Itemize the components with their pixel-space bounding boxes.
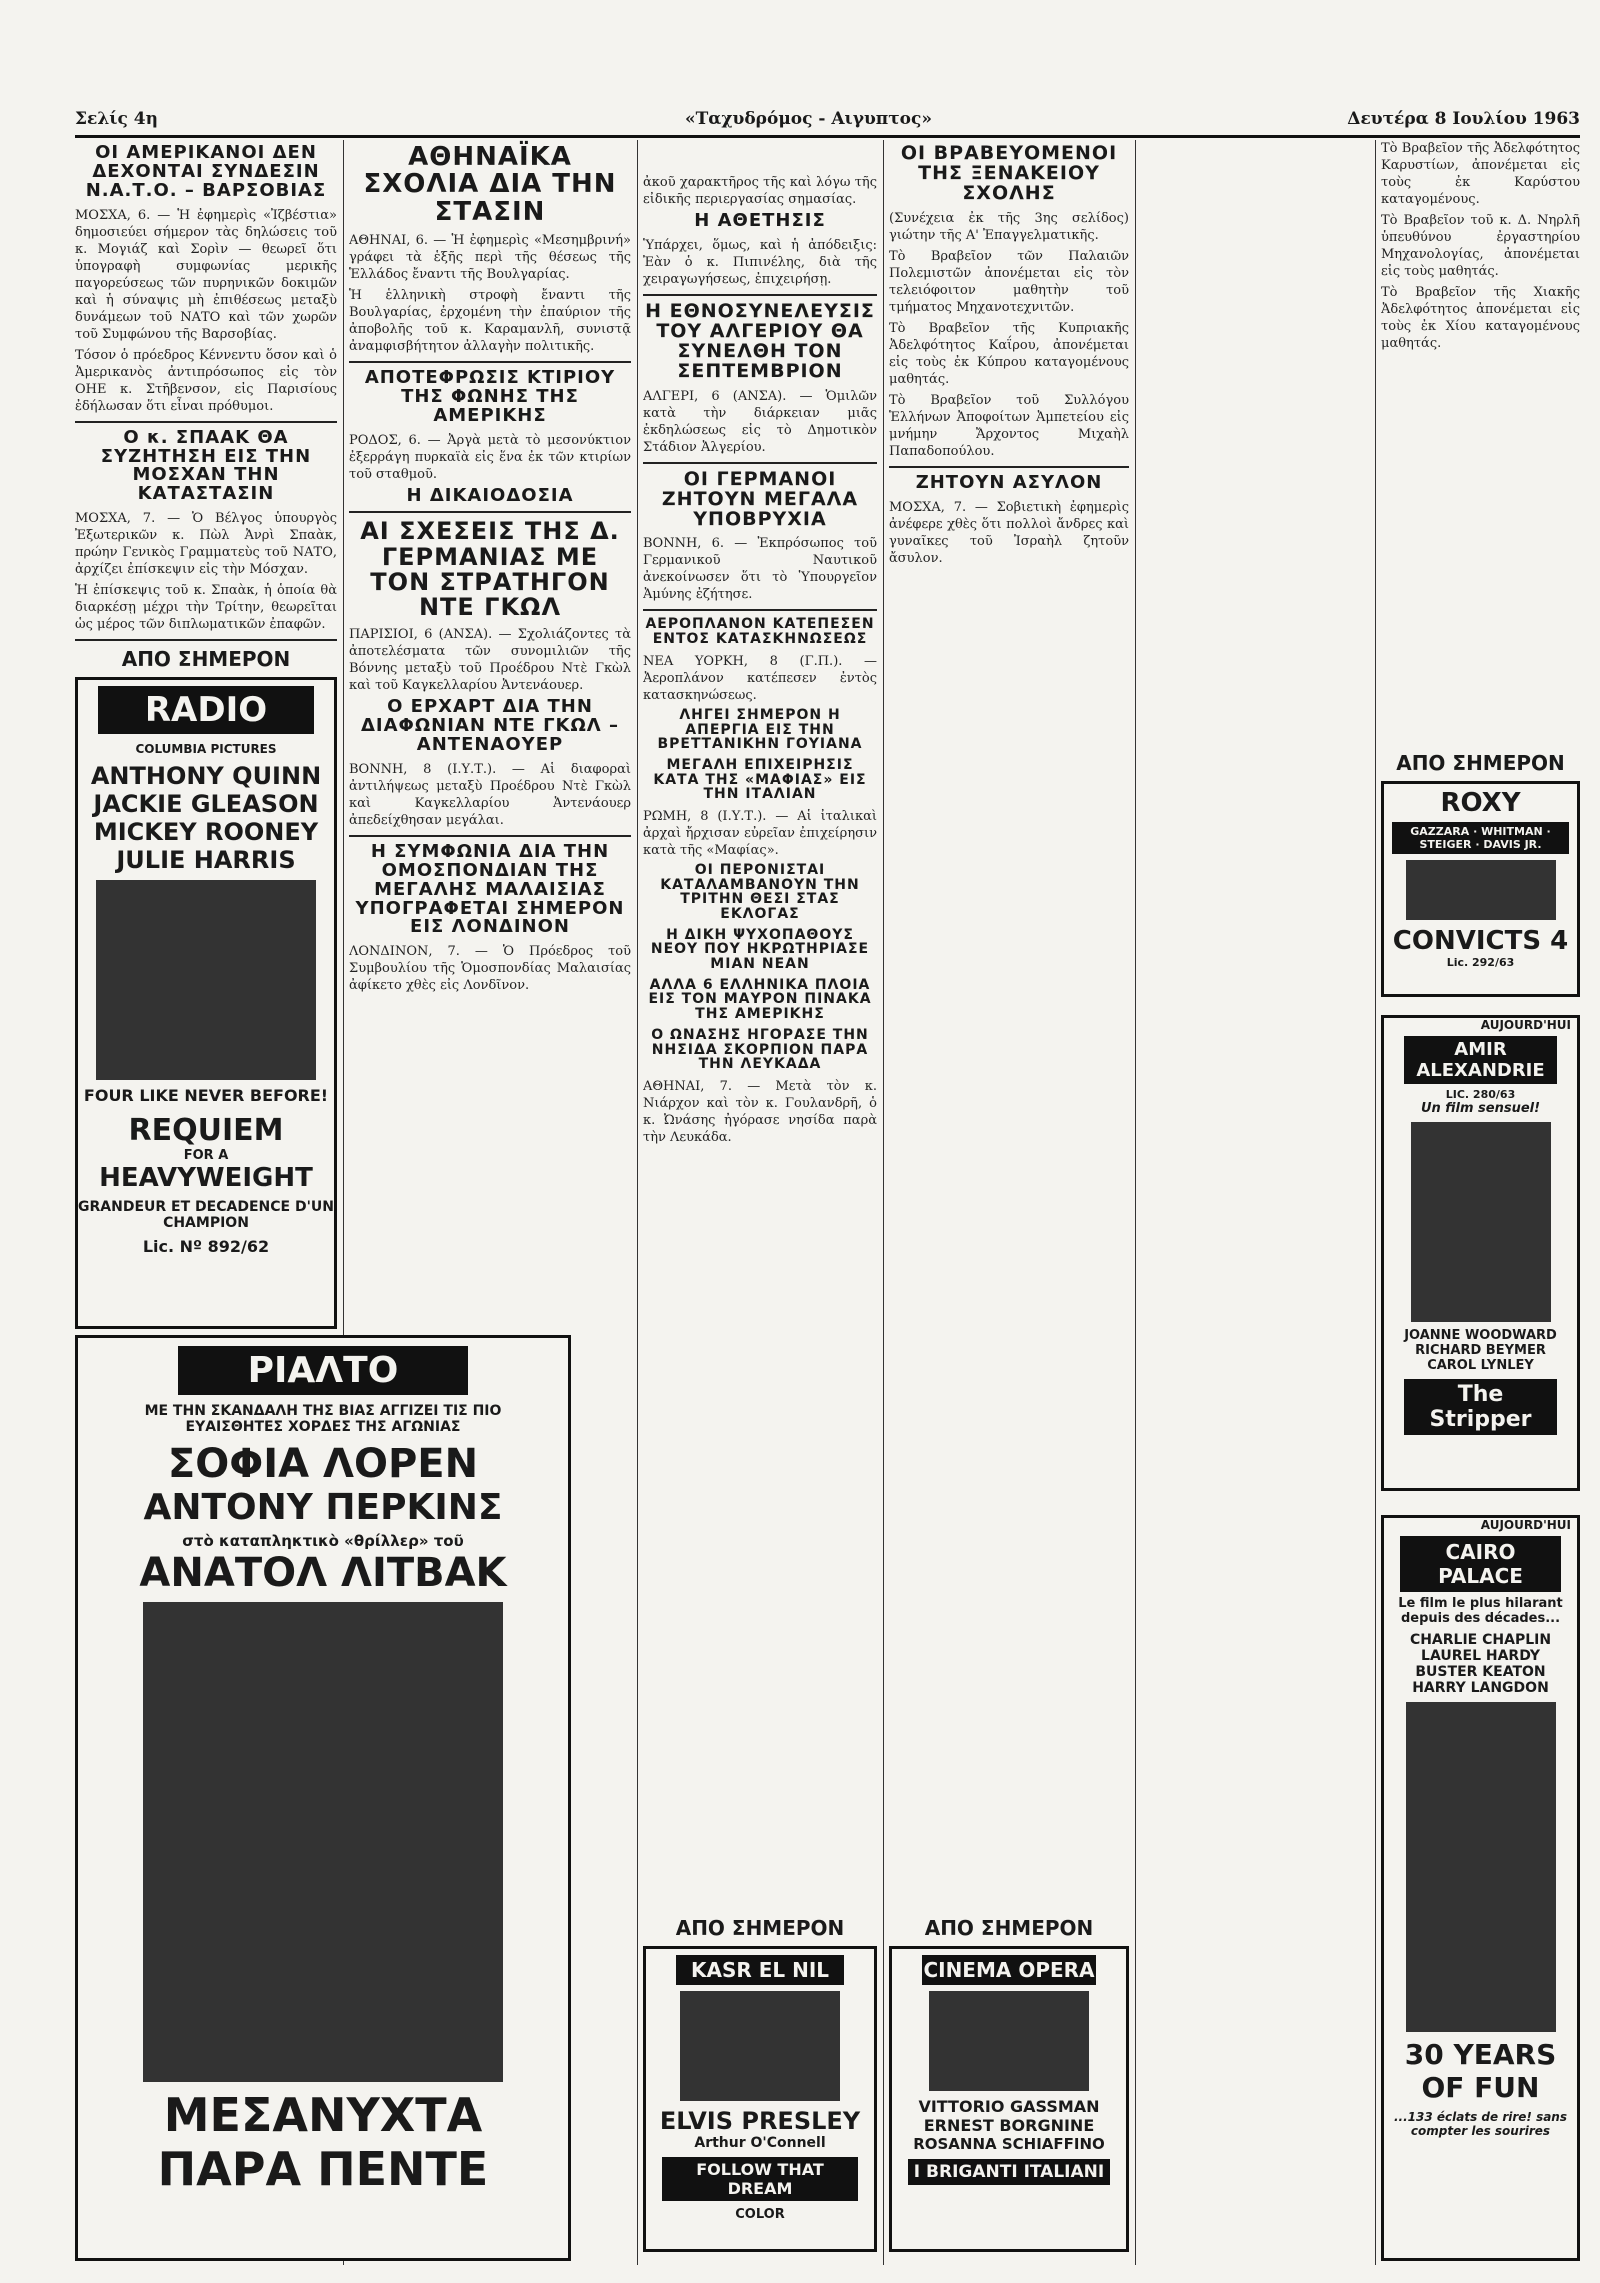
actor-name: MICKEY ROONEY bbox=[93, 818, 319, 847]
article-text: Τόσον ὁ πρόεδρος Κέννεντυ ὅσον καὶ ὁ Ἀμερικανὸς ἀντιπρόσωπος εἰς τὸν ΟΗΕ κ. Στῆβενσον, εἰς Παρισίους ἐδήλωσαν ὅτι εἶναι πρόθυμοι. bbox=[75, 347, 337, 414]
subheadline: Η ΔΙΚΑΙΟΔΟΣΙΑ bbox=[406, 484, 574, 506]
ad-radio-cinema bbox=[75, 677, 337, 1329]
issue-date: Δευτέρα 8 Ιουλίου 1963 bbox=[1347, 109, 1580, 129]
subheadline: Ο ΕΡΧΑΡΤ ΔΙΑ ΤΗΝ ΔΙΑΦΩΝΙΑΝ ΝΤΕ ΓΚΩΛ – ΑΝΤΕΝΑΟΥΕΡ bbox=[360, 696, 619, 755]
article-text: ἀκοῦ χαρακτῆρος τῆς καὶ λόγω τῆς εἰδικῆς περιεργασίας σημασίας. bbox=[643, 175, 877, 207]
star-name: JOANNE WOODWARD bbox=[1404, 1328, 1557, 1343]
star-name: ΣΟΦΙΑ ΛΟΡΕΝ bbox=[167, 1441, 479, 1487]
divider bbox=[889, 466, 1129, 468]
page-number: Σελίς 4η bbox=[75, 109, 158, 129]
column-rule bbox=[883, 140, 884, 2265]
article-text: Τὸ Βραβεῖον τῆς Κυπριακῆς Ἀδελφότητος Καΐρου, ἀπονέμεται εἰς τοὺς ἐκ Κύπρου καταγομένους μαθητάς. bbox=[889, 320, 1129, 387]
article-text: Ὑπάρχει, ὅμως, καὶ ἡ ἀπόδειξις: Ἐὰν ὁ κ. Πιπινέλης, διὰ τῆς χειραγωγήσεως, ἐπιχειρήσῃ. bbox=[643, 237, 877, 287]
ad-photo bbox=[143, 1602, 503, 2082]
divider bbox=[349, 511, 631, 513]
ad-badge: AUJOURD'HUI bbox=[1480, 1518, 1571, 1532]
ad-photo bbox=[1411, 1122, 1551, 1322]
article-text: ΑΘΗΝΑΙ, 6. — Ἡ ἐφημερὶς «Μεσημβρινή» γράφει τὰ ἑξῆς περὶ τῆς θέσεως τῆς Ἑλλάδος ἔναντι τῆς Βουλγαρίας. bbox=[349, 232, 631, 282]
film-title: I BRIGANTI ITALIANI bbox=[908, 2159, 1110, 2185]
star-name: CHARLIE CHAPLIN bbox=[1409, 1632, 1552, 1648]
film-title: REQUIEM bbox=[128, 1113, 284, 1149]
subheadline: Η ΣΥΜΦΩΝΙΑ ΔΙΑ ΤΗΝ ΟΜΟΣΠΟΝΔΙΑΝ ΤΗΣ ΜΕΓΑΛΗΣ ΜΑΛΑΙΣΙΑΣ ΥΠΟΓΡΑΦΕΤΑΙ ΣΗΜΕΡΟΝ ΕΙΣ ΛΟΝΔΙΝΟΝ bbox=[355, 840, 625, 938]
ad-block-opera bbox=[889, 1910, 1129, 2252]
star-name: RICHARD BEYMER bbox=[1415, 1343, 1546, 1358]
article-text: ΛΟΝΔΙΝΟΝ, 7. — Ὁ Πρόεδρος τοῦ Συμβουλίου τῆς Ὁμοσπονδίας Μαλαισίας ἀφίκετο χθὲς εἰς Λονδῖνον. bbox=[349, 944, 631, 994]
divider bbox=[643, 462, 877, 464]
ad-label: ΑΠΟ ΣΗΜΕΡΟΝ bbox=[924, 1916, 1094, 1940]
page-header bbox=[75, 105, 1580, 138]
film-title: FOLLOW THAT DREAM bbox=[662, 2157, 858, 2201]
ad-rialto-cinema bbox=[75, 1335, 571, 2261]
star-name: LAUREL HARDY bbox=[1421, 1648, 1540, 1664]
subheadline: ΛΗΓΕΙ ΣΗΜΕΡΟΝ Η ΑΠΕΡΓΙΑ ΕΙΣ ΤΗΝ ΒΡΕΤΤΑΝΙΚΗΝ ΓΟΥΙΑΝΑ bbox=[657, 706, 863, 753]
divider bbox=[643, 294, 877, 296]
ad-photo bbox=[1406, 860, 1556, 920]
cinema-name: ΡΙΑΛΤΟ bbox=[178, 1346, 468, 1395]
ad-badge: AUJOURD'HUI bbox=[1480, 1018, 1571, 1032]
ad-label: ΑΠΟ ΣΗΜΕΡΟΝ bbox=[1396, 751, 1565, 775]
divider bbox=[349, 361, 631, 363]
article-text: ΑΘΗΝΑΙ, 7. — Μετὰ τὸν κ. Νιάρχον καὶ τὸν κ. Γουλανδρῆ, ὁ κ. Ὠνάσης ἠγόρασε νησίδα παρὰ τὴν Λευκάδα. bbox=[643, 1078, 877, 1145]
article-text: ΒΟΝΝΗ, 6. — Ἐκπρόσωπος τοῦ Γερμανικοῦ Ναυτικοῦ ἀνεκοίνωσεν ὅτι τὸ Ὑπουργεῖον Ἀμύνης ἐζήτησε. bbox=[643, 536, 877, 603]
ad-tagline: Un film sensuel! bbox=[1420, 1101, 1541, 1116]
film-title: FOR A bbox=[183, 1148, 229, 1164]
divider bbox=[643, 609, 877, 611]
cinema-name: RADIO bbox=[98, 686, 314, 734]
ad-label: ΑΠΟ ΣΗΜΕΡΟΝ bbox=[675, 1916, 845, 1940]
actor-name: ANTHONY QUINN bbox=[90, 762, 322, 791]
ad-cinema-opera bbox=[889, 1946, 1129, 2252]
headline-germany: ΑΙ ΣΧΕΣΕΙΣ ΤΗΣ Δ. ΓΕΡΜΑΝΙΑΣ ΜΕ ΤΟΝ ΣΤΡΑΤΗΓΟΝ ΝΤΕ ΓΚΩΛ bbox=[360, 517, 620, 622]
cinema-name: KASR EL NIL bbox=[676, 1955, 844, 1985]
article-text: ΒΟΝΝΗ, 8 (Ι.Υ.Τ.). — Αἱ διαφοραὶ ἀντιλήψεως μεταξὺ Προέδρου Ντὲ Γκὼλ καὶ Καγκελλαρίου Ἀντενάουερ ἀπεδείχθησαν μεγάλαι. bbox=[349, 761, 631, 828]
ad-label: ΑΠΟ ΣΗΜΕΡΟΝ bbox=[121, 647, 291, 672]
article-text: ΑΛΓΕΡΙ, 6 (ΑΝΣΑ). — Ὁμιλῶν κατὰ τὴν διάρκειαν μιᾶς ἐκδηλώσεως εἰς τὸ Δημοτικὸν Στάδιον Ἀλγερίου. bbox=[643, 388, 877, 455]
ad-cairo-palace bbox=[1381, 1515, 1580, 2261]
article-text: Τὸ Βραβεῖον τῶν Παλαιῶν Πολεμιστῶν ἀπονέμεται εἰς τὸν τελειόφοιτον μαθητὴν τοῦ τμήματος Μηχανοτεχνιτῶν. bbox=[889, 248, 1129, 315]
article-text: ΜΟΣΧΑ, 7. — Σοβιετικὴ ἐφημερὶς ἀνέφερε χθὲς ὅτι πολλοὶ ἄνδρες καὶ γυναῖκες τοῦ Ἰσραὴλ ζητοῦν ἄσυλον. bbox=[889, 499, 1129, 566]
film-subtitle: GRANDEUR ET DECADENCE D'UN CHAMPION bbox=[78, 1199, 334, 1232]
headline-submarines: ΟΙ ΓΕΡΜΑΝΟΙ ΖΗΤΟΥΝ ΜΕΓΑΛΑ ΥΠΟΒΡΥΧΙΑ bbox=[661, 467, 859, 530]
subheadline: ΜΕΓΑΛΗ ΕΠΙΧΕΙΡΗΣΙΣ ΚΑΤΑ ΤΗΣ «ΜΑΦΙΑΣ» ΕΙΣ ΤΗΝ ΙΤΑΛΙΑΝ bbox=[653, 756, 867, 803]
article-text: ΡΟΔΟΣ, 6. — Ἀργὰ μετὰ τὸ μεσονύκτιον ἐξερράγη πυρκαϊὰ εἰς ἕνα ἐκ τῶν κτιρίων τοῦ σταθμοῦ. bbox=[349, 432, 631, 482]
star-name: ANTONY ΠΕΡΚΙΝΣ bbox=[143, 1487, 503, 1528]
subheadline: ΑΛΛΑ 6 ΕΛΛΗΝΙΚΑ ΠΛΟΙΑ ΕΙΣ ΤΟΝ ΜΑΥΡΟΝ ΠΙΝΑΚΑ ΤΗΣ ΑΜΕΡΙΚΗΣ bbox=[648, 976, 872, 1023]
divider bbox=[349, 835, 631, 837]
film-title: 30 YEARS OF FUN bbox=[1404, 2038, 1557, 2104]
column-rule bbox=[1135, 140, 1136, 2265]
cinema-name: AMIR ALEXANDRIE bbox=[1404, 1036, 1557, 1084]
license-number: Lic. Nº 892/62 bbox=[142, 1237, 270, 1257]
article-text: Τὸ Βραβεῖον τῆς Ἀδελφότητος Καρυστίων, ἀπονέμεται εἰς τοὺς ἐκ Καρύστου καταγομένους. bbox=[1381, 141, 1580, 207]
ad-amir-cinema bbox=[1381, 1015, 1580, 1491]
headline-algeria: Η ΕΘΝΟΣΥΝΕΛΕΥΣΙΣ ΤΟΥ ΑΛΓΕΡΙΟΥ ΘΑ ΣΥΝΕΛΘΗ ΤΟΝ ΣΕΠΤΕΜΒΡΙΟΝ bbox=[645, 299, 875, 382]
star-name: ELVIS PRESLEY bbox=[659, 2107, 861, 2135]
subheadline: Ο ΩΝΑΣΗΣ ΗΓΟΡΑΣΕ ΤΗΝ ΝΗΣΙΔΑ ΣΚΟΡΠΙΟΝ ΠΑΡΑ ΤΗΝ ΛΕΥΚΑΔΑ bbox=[651, 1026, 869, 1073]
ad-block-roxy bbox=[1381, 745, 1580, 997]
star-name: HARRY LANGDON bbox=[1412, 1680, 1549, 1696]
article-text: Τὸ Βραβεῖον τῆς Χιακῆς Ἀδελφότητος ἀπονέμεται εἰς τοὺς ἐκ Χίου καταγομένους μαθητάς. bbox=[1381, 285, 1580, 351]
ad-roxy-cinema bbox=[1381, 781, 1580, 997]
license-number: LIC. 280/63 bbox=[1445, 1088, 1516, 1101]
article-text: Τὸ Βραβεῖον τοῦ κ. Δ. Νηρλῆ ὑπευθύνου ἐργαστηρίου Μηχανολογίας, ἀπονέμεται εἰς τοὺς μαθητάς. bbox=[1381, 213, 1580, 279]
subheadline: ΟΙ ΠΕΡΟΝΙΣΤΑΙ ΚΑΤΑΛΑΜΒΑΝΟΥΝ ΤΗΝ ΤΡΙΤΗΝ ΘΕΣΙ ΣΤΑΣ ΕΚΛΟΓΑΣ bbox=[660, 861, 860, 923]
ad-block-kasr bbox=[643, 1910, 877, 2252]
director-name: ΑΝΑΤΟΛ ΛΙΤΒΑΚ bbox=[139, 1550, 507, 1596]
article-text: (Συνέχεια ἐκ τῆς 3ης σελίδος) γιώτην τῆς Α' Ἐπαγγελματικῆς. bbox=[889, 210, 1129, 243]
subheadline: ΑΕΡΟΠΛΑΝΟΝ ΚΑΤΕΠΕΣΕΝ ΕΝΤΟΣ ΚΑΤΑΣΚΗΝΩΣΕΩΣ bbox=[645, 616, 875, 648]
actor-name: JULIE HARRIS bbox=[116, 846, 296, 875]
ad-photo bbox=[1406, 1702, 1556, 2032]
distributor: COLUMBIA PICTURES bbox=[135, 742, 277, 757]
ad-tagline: Le film le plus hilarant depuis des décades... bbox=[1398, 1596, 1563, 1626]
star-name: ROSANNA SCHIAFFINO bbox=[913, 2135, 1105, 2153]
film-title: ΜΕΣΑΝΥΧΤΑ bbox=[163, 2088, 483, 2142]
star-name: CAROL LYNLEY bbox=[1427, 1358, 1534, 1373]
film-title: HEAVYWEIGHT bbox=[99, 1163, 313, 1194]
column-rule bbox=[1375, 140, 1376, 2265]
headline-athens: ΑΘΗΝΑΪΚΑ ΣΧΟΛΙΑ ΔΙΑ ΤΗΝ ΣΤΑΣΙΝ bbox=[363, 142, 617, 227]
article-text: Ἡ ἐπίσκεψις τοῦ κ. Σπαὰκ, ἡ ὁποία θὰ διαρκέσῃ μέχρι τὴν Τρίτην, θεωρεῖται ὡς μέρος τῶν διπλωματικῶν ἐπαφῶν. bbox=[75, 583, 337, 633]
star-name: ERNEST BORGNINE bbox=[923, 2116, 1095, 2135]
headline-spaak: Ο κ. ΣΠΑΑΚ ΘΑ ΣΥΖΗΤΗΣΗ ΕΙΣ ΤΗΝ ΜΟΣΧΑΝ ΤΗΝ ΚΑΤΑΣΤΑΣΙΝ bbox=[100, 426, 312, 505]
subheadline: ΖΗΤΟΥΝ ΑΣΥΛΟΝ bbox=[915, 471, 1103, 493]
article-text: ΠΑΡΙΣΙΟΙ, 6 (ΑΝΣΑ). — Σχολιάζοντες τὰ ἀποτελέσματα τῶν συνομιλιῶν τῆς Βόννης μεταξὺ τοῦ Προέδρου Ντὲ Γκὼλ καὶ τοῦ Καγκελλαρίου Ἀντενάουερ. bbox=[349, 627, 631, 694]
cinema-name: CINEMA OPERA bbox=[922, 1955, 1096, 1985]
ad-photo bbox=[96, 880, 316, 1080]
ad-footnote: ...133 éclats de rire! sans compter les sourires bbox=[1394, 2110, 1567, 2138]
star-name: BUSTER KEATON bbox=[1415, 1664, 1546, 1680]
star-names: GAZZARA · WHITMAN · STEIGER · DAVIS JR. bbox=[1392, 822, 1569, 854]
subheadline: Η ΑΘΕΤΗΣΙΣ bbox=[694, 210, 826, 231]
article-text: Ἡ ἑλληνικὴ στροφὴ ἔναντι τῆς Βουλγαρίας, ἐρχομένη τὴν ἐπαύριον τῆς ἀποβολῆς τοῦ κ. Καραμανλῆ, συνιστᾷ ἀναμφισβήτητον ἀλλαγὴν πολιτικῆς. bbox=[349, 287, 631, 354]
newspaper-page bbox=[75, 95, 1580, 2265]
ad-slogan: ΜΕ ΤΗΝ ΣΚΑΝΔΑΛΗ ΤΗΣ ΒΙΑΣ ΑΓΓΙΖΕΙ ΤΙΣ ΠΙΟ ΕΥΑΙΣΘΗΤΕΣ ΧΟΡΔΕΣ ΤΗΣ ΑΓΩΝΙΑΣ bbox=[144, 1403, 502, 1435]
license-number: Lic. 292/63 bbox=[1446, 956, 1515, 969]
column-rule bbox=[637, 140, 638, 2265]
costar-name: Arthur O'Connell bbox=[694, 2135, 826, 2151]
article-text: ΜΟΣΧΑ, 6. — Ἡ ἐφημερὶς «Ἰζβέστια» δημοσιεύει σήμερον τὰς δηλώσεις τοῦ κ. Μογιάζ καὶ Σορὶν — θεωρεῖ ὅτι ὑπογραφὴ συμφωνίας μερικῆς παγορεύσεως τῶν πυρηνικῶν δοκιμῶν καὶ ἡ σύναψις μὴ ἐπιθέσεως μεταξὺ δυνάμεων τοῦ ΝΑΤΟ καὶ τῶν χωρῶν τοῦ Συμφώνου τῆς Βαρσοβίας. bbox=[75, 207, 337, 342]
cinema-name: ROXY bbox=[1440, 788, 1521, 818]
film-title: CONVICTS 4 bbox=[1392, 926, 1569, 956]
ad-photo bbox=[680, 1991, 840, 2101]
film-title: ΠΑΡΑ ΠΕΝΤΕ bbox=[157, 2142, 489, 2196]
subheadline: ΑΠΟΤΕΦΡΩΣΙΣ ΚΤΙΡΙΟΥ ΤΗΣ ΦΩΝΗΣ ΤΗΣ ΑΜΕΡΙΚΗΣ bbox=[364, 366, 616, 426]
article-text: ΝΕΑ ΥΟΡΚΗ, 8 (Γ.Π.). — Ἀεροπλάνον κατέπεσεν ἐντὸς κατασκηνώσεως. bbox=[643, 653, 877, 703]
ad-photo bbox=[929, 1991, 1089, 2091]
headline-nato-warsaw: ΟΙ ΑΜΕΡΙΚΑΝΟΙ ΔΕΝ ΔΕΧΟΝΤΑΙ ΣΥΝΔΕΣΙΝ Ν.Α.Τ.Ο. – ΒΑΡΣΟΒΙΑΣ bbox=[85, 142, 327, 201]
newspaper-name: «Ταχυδρόμος - Αιγυπτος» bbox=[685, 109, 932, 129]
article-text: Τὸ Βραβεῖον τοῦ Συλλόγου Ἑλλήνων Ἀποφοίτων Ἀμπετείου εἰς μνήμην Ἄρχοντος Μιχαὴλ Παπαδοπούλου. bbox=[889, 392, 1129, 459]
article-text: ΜΟΣΧΑ, 7. — Ὁ Βέλγος ὑπουργὸς Ἐξωτερικῶν κ. Πὼλ Ἀνρὶ Σπαὰκ, πρώην Γενικὸς Γραμματεὺς τοῦ ΝΑΤΟ, ἀρχίζει ἐπίσκεψιν εἰς τὴν Μόσχαν. bbox=[75, 511, 337, 578]
star-name: VITTORIO GASSMAN bbox=[918, 2097, 1100, 2116]
color-note: COLOR bbox=[735, 2207, 785, 2222]
ad-kasr-el-nil bbox=[643, 1946, 877, 2252]
article-text: ΡΩΜΗ, 8 (Ι.Υ.Τ.). — Αἱ ἰταλικαὶ ἀρχαὶ ἤρχισαν εὐρεῖαν ἐπιχείρησιν κατὰ τῆς «Μαφίας». bbox=[643, 808, 877, 858]
headline-xenakeios: ΟΙ ΒΡΑΒΕΥΟΜΕΝΟΙ ΤΗΣ ΞΕΝΑΚΕΙΟΥ ΣΧΟΛΗΣ bbox=[900, 142, 1118, 204]
cinema-name: CAIRO PALACE bbox=[1400, 1536, 1561, 1592]
subheadline: Η ΔΙΚΗ ΨΥΧΟΠΑΘΟΥΣ ΝΕΟΥ ΠΟΥ ΗΚΡΩΤΗΡΙΑΣΕ ΜΙΑΝ ΝΕΑΝ bbox=[650, 926, 870, 973]
ad-note: στὸ καταπληκτικὸ «θρίλλερ» τοῦ bbox=[182, 1532, 464, 1550]
ad-tagline: FOUR LIKE NEVER BEFORE! bbox=[83, 1086, 329, 1106]
divider bbox=[75, 639, 337, 641]
divider bbox=[75, 421, 337, 423]
actor-name: JACKIE GLEASON bbox=[93, 790, 319, 819]
film-title: The Stripper bbox=[1404, 1379, 1557, 1435]
